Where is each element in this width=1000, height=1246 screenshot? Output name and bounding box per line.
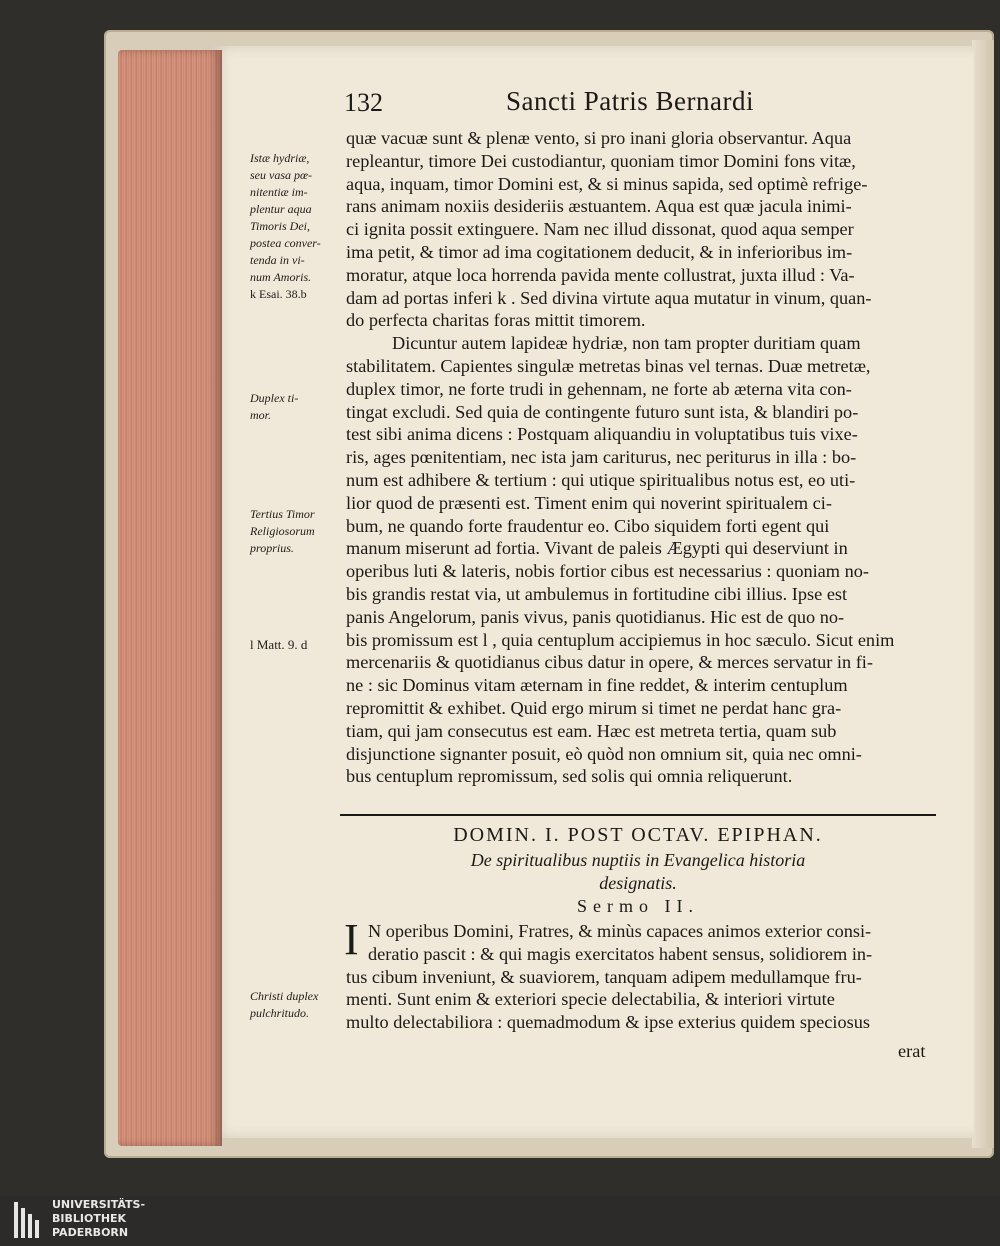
sermon-line: menti. Sunt enim & exteriori specie delectabilia, & interiori virtute — [346, 989, 835, 1010]
sermon-line: tus cibum inveniunt, & suaviorem, tanquam adipem medullamque fru- — [346, 966, 862, 987]
body-line: lior quod de præsenti est. Timent enim qui noverint spiritualem ci- — [346, 492, 832, 513]
margin-note-tertius-timor: Tertius Timor Religiosorum proprius. — [250, 507, 315, 555]
body-line: dam ad portas inferi k . Sed divina virtute aqua mutatur in vinum, quan- — [346, 287, 872, 308]
section-rule — [340, 814, 936, 816]
body-text — [346, 127, 936, 788]
sermon-subtitle-2: designatis. — [599, 873, 677, 893]
page-right-edge — [972, 40, 994, 1148]
library-footer — [0, 1196, 1000, 1246]
margin-note-christi: Christi duplex pulchritudo. — [250, 989, 319, 1020]
body-line: ci ignita possit extinguere. Nam nec illud dissonat, quod aqua semper — [346, 219, 854, 240]
body-line: disjunctione signanter posuit, eò quòd non omnium sit, quia nec omni- — [346, 743, 862, 764]
body-line: do perfecta charitas foras mittit timorem. — [346, 310, 646, 331]
body-line: ris, ages pœnitentiam, nec ista jam cariturus, nec periturus in illa : bo- — [346, 447, 857, 468]
sermon-label: Sermo II. — [577, 896, 699, 916]
body-line: moratur, atque loca horrenda pavida mente collustrat, juxta illud : Va- — [346, 264, 855, 285]
body-line: Dicuntur autem lapideæ hydriæ, non tam propter duritiam quam — [392, 333, 861, 354]
margin-note-matt: l Matt. 9. d — [250, 637, 308, 652]
margin-note-hydriae: Istæ hydriæ, seu vasa pœ- nitentiæ im- plentur aqua Timoris Dei, postea conver- tenda in vi- num Amoris. k Esai. 38.b — [250, 151, 321, 301]
sermon-line: deratio pascit : & qui magis exercitatos habent sensus, solidiorem in- — [368, 943, 873, 964]
body-line: manum miserunt ad fortia. Vivant de paleis Ægypti qui deserviunt in — [346, 538, 848, 559]
body-line: operibus luti & lateris, nobis fortior cibus est necessarius : quoniam no- — [346, 561, 869, 582]
margin-note-duplex-timor: Duplex ti- mor. — [250, 391, 299, 422]
body-line: ne : sic Dominus vitam æternam in fine reddet, & interim centuplum — [346, 675, 848, 696]
body-line: bus centuplum repromissum, sed solis qui omnia reliquerunt. — [346, 766, 793, 787]
running-title: Sancti Patris Bernardi — [506, 86, 754, 116]
drop-cap: I — [344, 915, 359, 964]
body-line: num est adhibere & tertium : qui utique spiritualibus notus est, eo uti- — [346, 469, 856, 490]
sermon-line: N operibus Domini, Fratres, & minùs capaces animos exterior consi- — [368, 921, 872, 941]
body-line: quæ vacuæ sunt & plenæ vento, si pro inani gloria observantur. Aqua — [346, 128, 852, 148]
body-line: bis grandis restat via, ut ambulemus in fortitudine cibi illius. Ipse est — [346, 583, 848, 604]
body-line: panis Angelorum, panis vivus, panis quotidianus. Hic est de quo no- — [346, 606, 845, 627]
body-line: repromittit & exhibet. Quid ergo mirum si timet ne perdat hanc gra- — [346, 697, 842, 718]
page-number: 132 — [344, 88, 383, 117]
body-line: test sibi anima dicens : Postquam aliquandiu in voluptatibus tuis vixe- — [346, 424, 858, 445]
body-line: bum, ne quando forte fraudentur eo. Cibo siquidem forti egent qui — [346, 515, 830, 536]
body-line: aqua, inquam, timor Domini est, & si minus sapida, sed optimè refrige- — [346, 173, 868, 194]
library-logo-icon — [12, 1200, 44, 1240]
sermon-subtitle-1: De spiritualibus nuptiis in Evangelica historia — [470, 850, 806, 870]
body-line: mercenariis & quotidianus cibus datur in opere, & merces servatur in fi- — [346, 652, 873, 673]
body-line: repleantur, timore Dei custodiantur, quoniam timor Domini fons vitæ, — [346, 150, 856, 171]
sermon-body — [344, 915, 936, 1034]
body-line: stabilitatem. Capientes singulæ metretas binas vel ternas. Duæ metretæ, — [346, 355, 871, 376]
body-line: duplex timor, ne forte trudi in gehennam, ne forte ab æterna vita con- — [346, 378, 852, 399]
body-line: bis promissum est l , quia centuplum accipiemus in hoc sæculo. Sicut enim — [346, 629, 895, 650]
body-line: tiam, qui jam consecutus est eam. Hæc est metreta tertia, quam sub — [346, 720, 837, 741]
body-line: tingat excludi. Sed quia de contingente futuro sunt ista, & blandiri po- — [346, 401, 859, 422]
library-name: UNIVERSITÄTS- BIBLIOTHEK PADERBORN — [52, 1198, 146, 1239]
body-line: rans animam noxiis desideriis æstuantem. Aqua est quæ jacula inimi- — [346, 196, 852, 217]
sermon-title: DOMIN. I. POST OCTAV. EPIPHAN. — [453, 824, 823, 846]
sermon-line: multo delectabiliora : quemadmodum & ipse exterius quidem speciosus — [346, 1012, 870, 1033]
body-line: ima petit, & timor ad ima cogitationem deducit, & in inferioribus im- — [346, 241, 853, 262]
catchword: erat — [898, 1041, 926, 1061]
page-edges-left — [118, 50, 222, 1146]
